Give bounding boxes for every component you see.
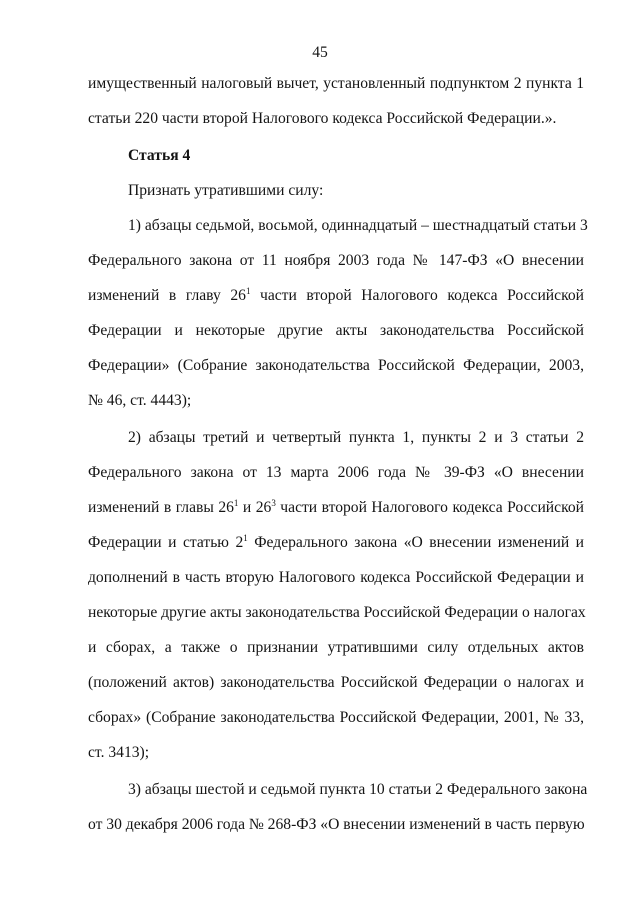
text-fragment: части второй Налогового кодекса Российской [250, 287, 584, 304]
text-line: 3) абзацы шестой и седьмой пункта 10 статьи 2 Федерального закона [128, 781, 588, 798]
text-line: Федерального закона от 13 марта 2006 года № 39-ФЗ «О внесении [88, 464, 584, 481]
superscript: 1 [233, 498, 239, 508]
text-line [88, 533, 584, 553]
superscript: 1 [245, 286, 251, 296]
text-line [88, 286, 584, 306]
text-fragment: изменений в главу 26 [88, 287, 246, 304]
text-line: Федерации и некоторые другие акты законодательства Российской [88, 322, 584, 339]
text-fragment: Федерального закона «О внесении изменений и [247, 534, 584, 551]
text-line: дополнений в часть вторую Налогового кодекса Российской Федерации и [88, 569, 584, 586]
text-line: (положений актов) законодательства Российской Федерации о налогах и [88, 674, 584, 691]
superscript: 1 [243, 533, 248, 543]
text-line: № 46, ст. 4443); [88, 392, 192, 409]
text-line: 1) абзацы седьмой, восьмой, одиннадцатый – шестнадцатый статьи 3 [128, 217, 588, 234]
text-fragment: и 26 [238, 499, 272, 516]
text-line: статьи 220 части второй Налогового кодекса Российской Федерации.». [88, 110, 557, 127]
text-line: имущественный налоговый вычет, установленный подпунктом 2 пункта 1 [88, 75, 584, 92]
article-heading: Статья 4 [128, 147, 191, 164]
text-line: сборах» (Собрание законодательства Российской Федерации, 2001, № 33, [88, 709, 584, 726]
text-line: и сборах, а также о признании утратившими силу отдельных актов [88, 639, 584, 656]
text-fragment: изменений в главы 26 [88, 499, 234, 516]
text-line: 2) абзацы третий и четвертый пункта 1, пункты 2 и 3 статьи 2 [128, 429, 584, 446]
text-line [88, 498, 584, 518]
text-line: от 30 декабря 2006 года № 268-ФЗ «О внесении изменений в часть первую [88, 816, 585, 833]
text-fragment: части второй Налогового кодекса Российской [275, 499, 584, 516]
page-number: 45 [312, 44, 328, 61]
text-fragment: Федерации и статью 2 [88, 534, 244, 551]
text-line: Признать утратившими силу: [128, 182, 324, 199]
text-line: Федерального закона от 11 ноября 2003 года № 147-ФЗ «О внесении [88, 252, 584, 269]
superscript: 3 [271, 498, 276, 508]
text-line: некоторые другие акты законодательства Российской Федерации о налогах [88, 604, 586, 621]
text-line: Федерации» (Собрание законодательства Российской Федерации, 2003, [88, 357, 584, 374]
text-line: ст. 3413); [88, 744, 150, 761]
